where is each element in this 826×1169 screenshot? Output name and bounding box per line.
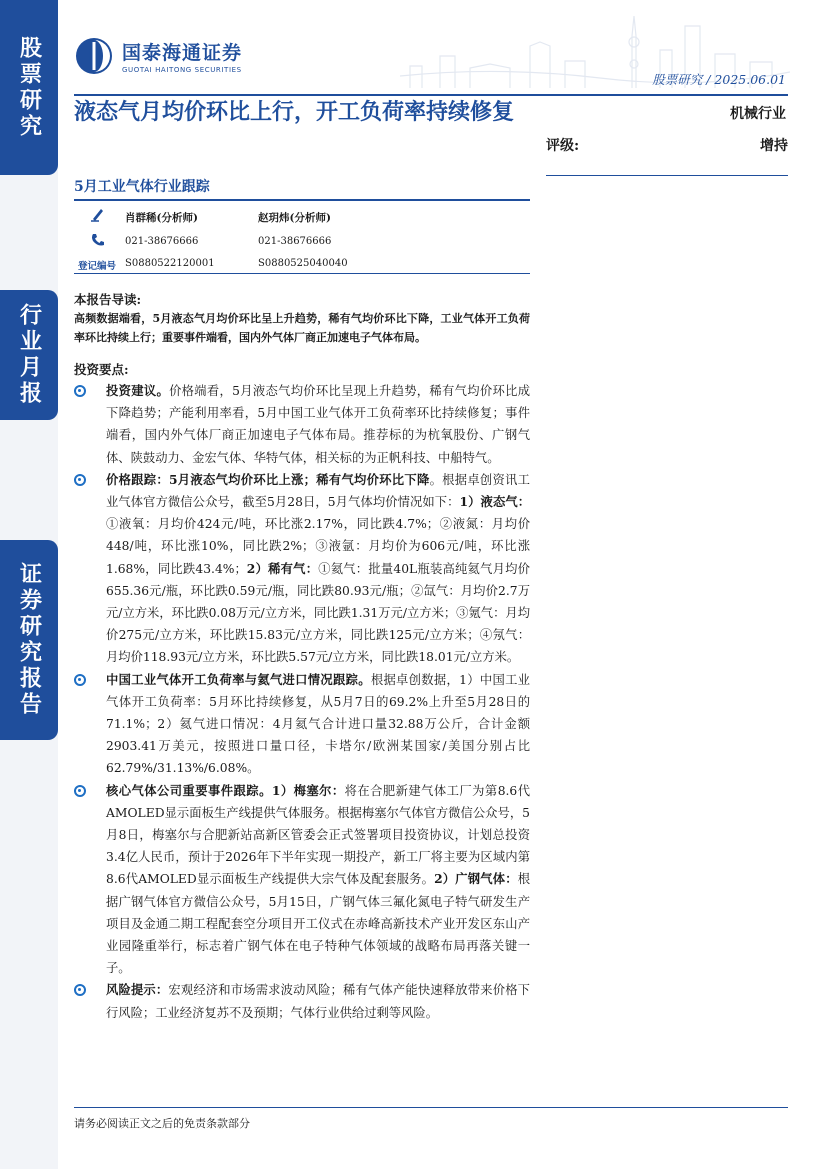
circle-bullet-icon [74, 385, 86, 397]
brand-name-en: GUOTAI HAITONG SECURITIES [122, 66, 242, 74]
analyst-1-phone: 021-38676666 [125, 236, 199, 247]
circle-bullet-icon [74, 674, 86, 686]
analyst-2-phone: 021-38676666 [258, 236, 332, 247]
point-company-events: 核心气体公司重要事件跟踪。1）梅塞尔：将在合肥新建气体工厂为第8.6代AMOLED显示面板生产线提供气体服务。根据梅塞尔气体官方微信公众号，5月8日，梅塞尔与合肥新站高新区管委会正式签署项目投资协议，计划总投资3.4亿人民币，预计于2026年下半年实现一期投产，新工厂将主要为区域内第8.6代AMOLED显示面板生产线提供大宗气体及配套服务。2）广钢气体：根据广钢气体官方微信公众号，5月15日，广钢气体三氟化氮电子特气研发生产项目及金通二期工程配套空分项目开工仪式在赤峰高新技术产业开发区东山产业园隆重举行，标志着广钢气体在电子特种气体领域的战略布局再落关键一子。 [74, 780, 530, 980]
report-title: 液态气月均价环比上行，开工负荷率持续修复 [74, 100, 515, 125]
rating-label: 评级: [546, 138, 580, 154]
circle-bullet-icon [74, 474, 86, 486]
industry-label: 机械行业 [730, 106, 786, 122]
analyst-box-bottom [74, 273, 530, 274]
guide-body: 高频数据端看，5月液态气月均价环比呈上升趋势，稀有气均价环比下降，工业气体开工负荷率环比持续上行；重要事件端看，国内外气体厂商正加速电子气体布局。 [74, 312, 530, 344]
circle-bullet-icon [74, 785, 86, 797]
side-label-industry-monthly: 行业月报 [0, 290, 58, 420]
point-recommendation: 投资建议。价格端看，5月液态气均价环比呈现上升趋势，稀有气均价环比成下降趋势；产能利用率看，5月中国工业气体开工负荷率环比持续修复；事件端看，国内外气体厂商正加速电子气体布局。推荐标的为杭氧股份、广钢气体、陕鼓动力、金宏气体、华特气体，相关标的为正帆科技、中船特气。 [74, 380, 530, 469]
brand-name-cn: 国泰海通证券 [122, 42, 243, 64]
point-risk: 风险提示：宏观经济和市场需求波动风险；稀有气体产能快速释放带来价格下行风险；工业经济复苏不及预期；气体行业供给过剩等风险。 [74, 979, 530, 1023]
circle-bullet-icon [74, 984, 86, 996]
report-meta: 股票研究 / 2025.06.01 [652, 72, 786, 87]
point-load-rate: 中国工业气体开工负荷率与氦气进口情况跟踪。根据卓创数据，1）中国工业气体开工负荷率：5月环比持续修复，从5月7日的69.2%上升至5月28日的71.1%；2）氦气进口情况：4月氦气合计进口量32.88万公斤，合计金额2903.41万美元，按照进口量口径，卡塔尔/欧洲某国家/美国分别占比62.79%/31.13%/6.08%。 [74, 669, 530, 780]
analyst-box-top [74, 199, 530, 201]
guide-heading: 本报告导读: [74, 292, 142, 307]
investment-points [74, 380, 530, 1024]
brand-logo [74, 36, 242, 76]
analyst-1-reg: S0880522120001 [125, 258, 215, 269]
side-label-securities-report: 证券研究报告 [0, 540, 58, 740]
side-label-stock-research: 股票研究 [0, 0, 58, 175]
rating-divider [546, 175, 788, 176]
analyst-2-name: 赵玥炜(分析师) [258, 212, 331, 224]
brand-mark-icon [74, 36, 114, 76]
footer-divider [74, 1107, 788, 1108]
points-heading: 投资要点: [74, 362, 129, 377]
pen-icon [90, 206, 106, 222]
point-price-tracking: 价格跟踪：5月液态气均价环比上涨；稀有气均价环比下降。根据卓创资讯工业气体官方微信公众号，截至5月28日，5月气体均价情况如下：1）液态气：①液氧：月均价424元/吨，环比涨2.17%，同比跌4.7%；②液氮：月均价448/吨，环比涨10%，同比跌2%；③液氩：月均价为606元/吨，环比涨1.68%，同比跌43.4%；2）稀有气：①氦气：批量40L瓶装高纯氦气月均价655.36元/瓶，环比跌0.59元/瓶，同比跌80.93元/瓶；②氙气：月均价2.7万元/立方米，环比跌0.08万元/立方米，同比跌1.31万元/立方米；③氪气：月均价275元/立方米，环比跌15.83元/立方米，同比跌125元/立方米；④氖气：月均价118.93元/立方米，环比跌5.57元/立方米，同比跌18.01元/立方米。 [74, 469, 530, 669]
registration-label: 登记编号 [78, 261, 117, 272]
report-subtitle: 5月工业气体行业跟踪 [74, 179, 210, 195]
rating-value: 增持 [760, 138, 788, 154]
analyst-1-name: 肖群稀(分析师) [125, 212, 198, 224]
rating-row [546, 135, 788, 155]
footer-disclaimer: 请务必阅读正文之后的免责条款部分 [74, 1117, 250, 1130]
analyst-2-reg: S0880525040040 [258, 258, 348, 269]
side-bar [0, 0, 58, 1169]
phone-icon [90, 232, 106, 248]
